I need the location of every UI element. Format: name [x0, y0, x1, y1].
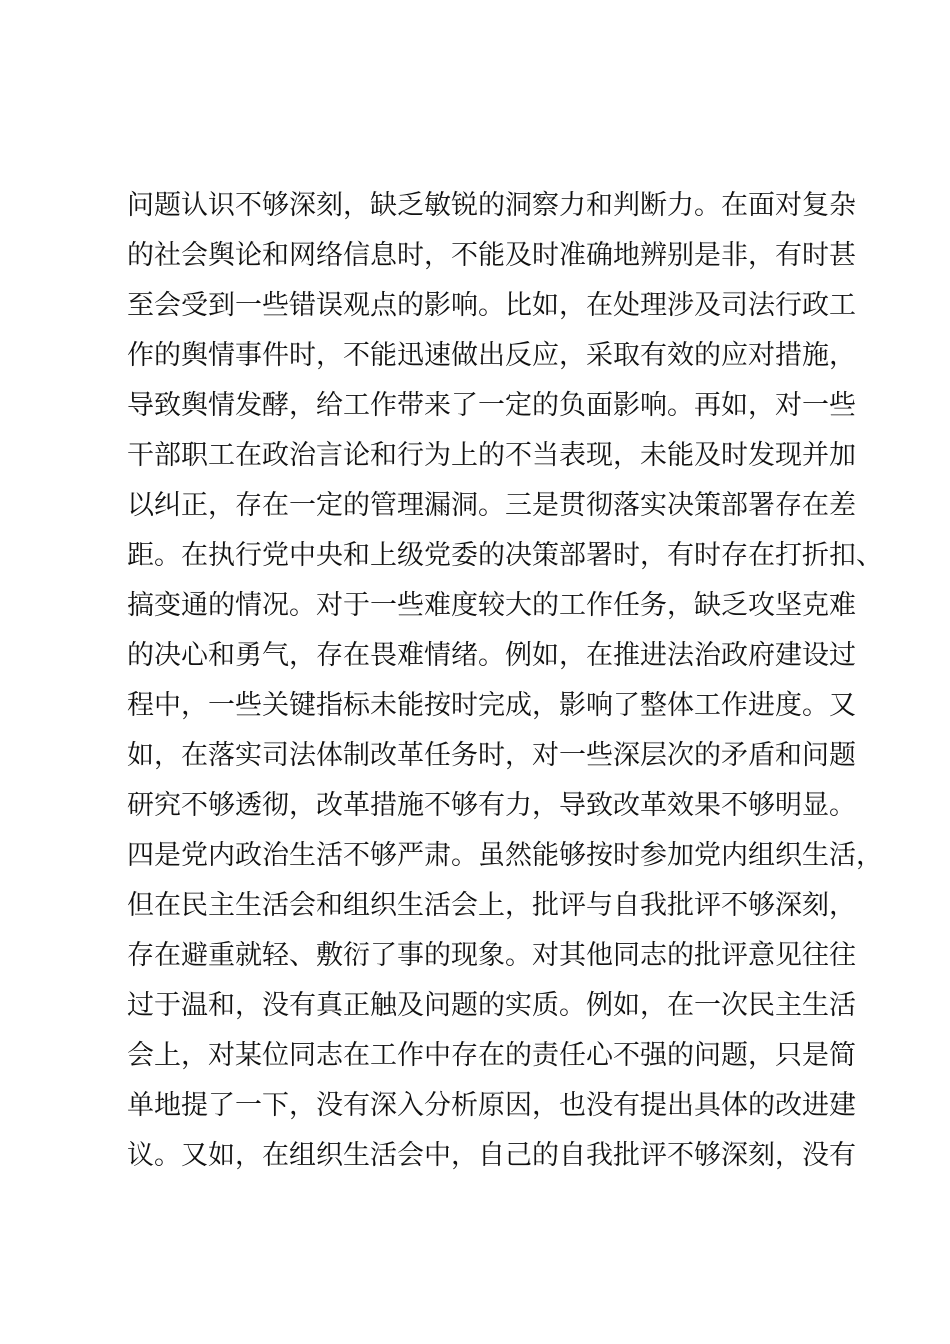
text-line: 但在民主生活会和组织生活会上，批评与自我批评不够深刻， [127, 890, 856, 921]
text-line: 以纠正，存在一定的管理漏洞。三是贯彻落实决策部署存在差 [127, 490, 856, 521]
text-line: 干部职工在政治言论和行为上的不当表现，未能及时发现并加 [127, 440, 856, 471]
text-line: 存在避重就轻、敷衍了事的现象。对其他同志的批评意见往往 [127, 940, 856, 971]
text-line: 搞变通的情况。对于一些难度较大的工作任务，缺乏攻坚克难 [127, 590, 856, 621]
text-line: 如，在落实司法体制改革任务时，对一些深层次的矛盾和问题 [127, 740, 856, 771]
text-line: 问题认识不够深刻，缺乏敏锐的洞察力和判断力。在面对复杂 [127, 190, 856, 221]
text-line: 会上，对某位同志在工作中存在的责任心不强的问题，只是简 [127, 1040, 856, 1071]
text-line: 过于温和，没有真正触及问题的实质。例如，在一次民主生活 [127, 990, 856, 1021]
text-line: 单地提了一下，没有深入分析原因，也没有提出具体的改进建 [127, 1090, 856, 1121]
text-line: 至会受到一些错误观点的影响。比如，在处理涉及司法行政工 [127, 290, 856, 321]
text-line: 程中，一些关键指标未能按时完成，影响了整体工作进度。又 [127, 690, 856, 721]
text-line: 导致舆情发酵，给工作带来了一定的负面影响。再如，对一些 [127, 390, 856, 421]
text-line: 四是党内政治生活不够严肃。虽然能够按时参加党内组织生活， [127, 840, 883, 871]
text-line: 研究不够透彻，改革措施不够有力，导致改革效果不够明显。 [127, 790, 856, 821]
body-text [127, 181, 883, 1181]
text-line: 议。又如，在组织生活会中，自己的自我批评不够深刻，没有 [127, 1140, 856, 1171]
text-line: 的社会舆论和网络信息时，不能及时准确地辨别是非，有时甚 [127, 240, 856, 271]
text-line: 距。在执行党中央和上级党委的决策部署时，有时存在打折扣、 [127, 540, 883, 571]
text-line: 作的舆情事件时，不能迅速做出反应，采取有效的应对措施， [127, 340, 856, 371]
text-line: 的决心和勇气，存在畏难情绪。例如，在推进法治政府建设过 [127, 640, 856, 671]
